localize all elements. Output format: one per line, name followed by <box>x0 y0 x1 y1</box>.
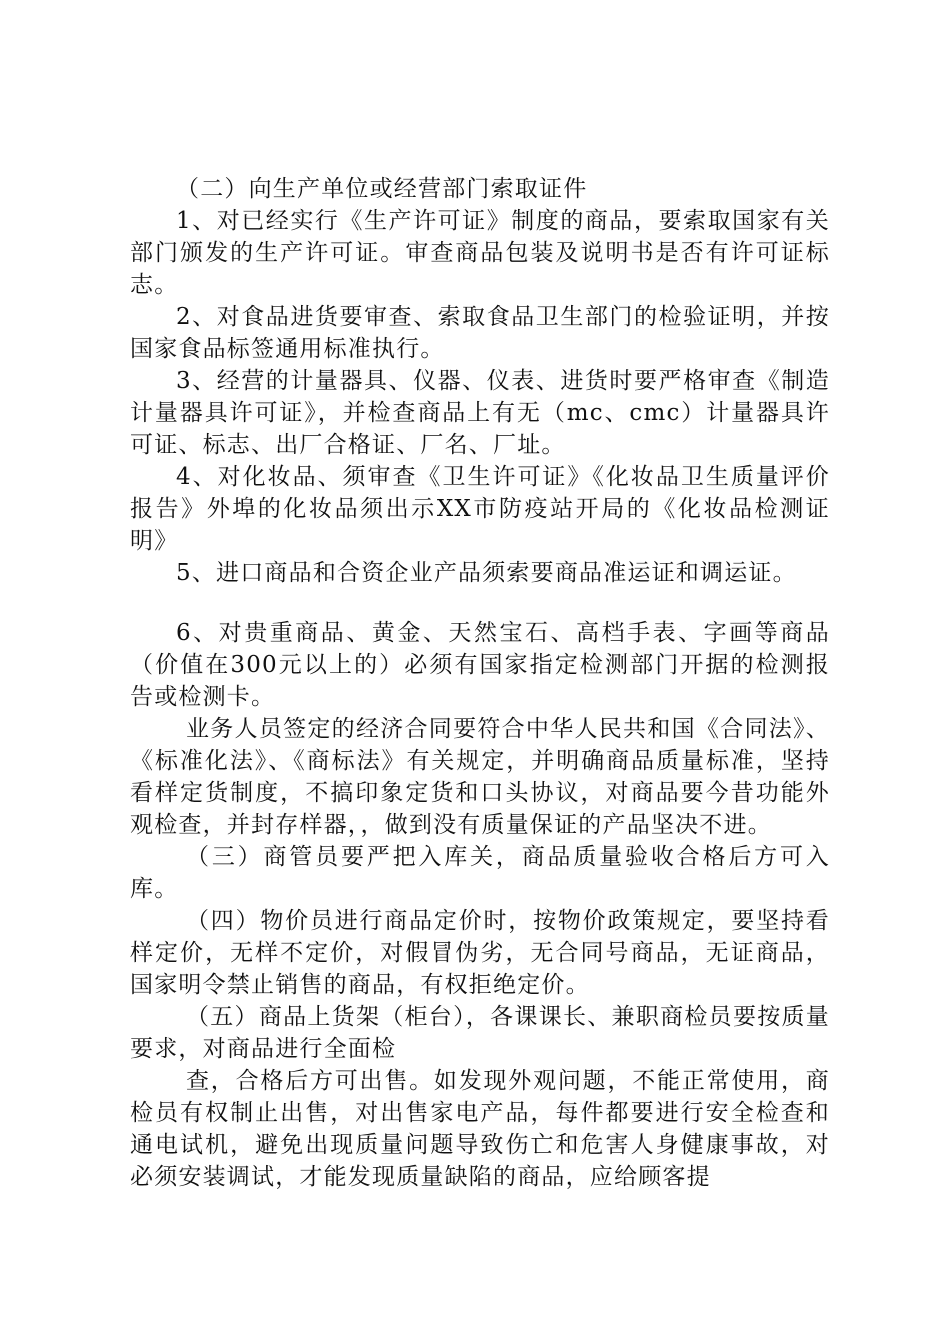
paragraph-item-1: 1、对已经实行《生产许可证》制度的商品，要索取国家有关部门颁发的生产许可证。审查商品包装及说明书是否有许可证标志。 <box>130 208 830 298</box>
paragraph-item-4: 4、对化妆品、须审查《卫生许可证》《化妆品卫生质量评价报告》外埠的化妆品须出示XX市防疫站开局的《化妆品检测证明》 <box>130 464 830 554</box>
document-body <box>130 173 830 1193</box>
paragraph-item-2: 2、对食品进货要审查、索取食品卫生部门的检验证明，并按国家食品标签通用标准执行。 <box>130 304 830 362</box>
section-heading-5: （五）商品上货架（柜台），各课课长、兼职商检员要按质量要求，对商品进行全面检 <box>130 1004 830 1062</box>
paragraph-item-5: 5、进口商品和合资企业产品须索要商品准运证和调运证。 <box>176 560 797 586</box>
section-heading-4: （四）物价员进行商品定价时，按物价政策规定，要坚持看样定价，无样不定价，对假冒伪劣，无合同号商品，无证商品，国家明令禁止销售的商品，有权拒绝定价。 <box>130 908 830 998</box>
paragraph-item-6: 6、对贵重商品、黄金、天然宝石、高档手表、字画等商品（价值在300元以上的）必须有国家指定检测部门开据的检测报告或检测卡。 <box>130 620 830 710</box>
paragraph-inspection: 查，合格后方可出售。如发现外观问题，不能正常使用，商检员有权制止出售，对出售家电产品，每件都要进行安全检查和通电试机，避免出现质量问题导致伤亡和危害人身健康事故，对必须安装调试，才能发现质量缺陷的商品，应给顾客提 <box>130 1068 830 1190</box>
section-heading-2: （二）向生产单位或经营部门索取证件 <box>176 176 588 202</box>
paragraph-item-3: 3、经营的计量器具、仪器、仪表、进货时要严格审查《制造计量器具许可证》，并检查商品上有无（mc、cmc）计量器具许可证、标志、出厂合格证、厂名、厂址。 <box>130 368 830 458</box>
section-heading-3: （三）商管员要严把入库关，商品质量验收合格后方可入库。 <box>130 844 830 902</box>
paragraph-contract: 业务人员签定的经济合同要符合中华人民共和国《合同法》、《标准化法》、《商标法》有关规定，并明确商品质量标准，坚持看样定货制度，不搞印象定货和口头协议，对商品要今昔功能外观检查，并封存样器，，做到没有质量保证的产品坚决不进。 <box>130 716 830 838</box>
